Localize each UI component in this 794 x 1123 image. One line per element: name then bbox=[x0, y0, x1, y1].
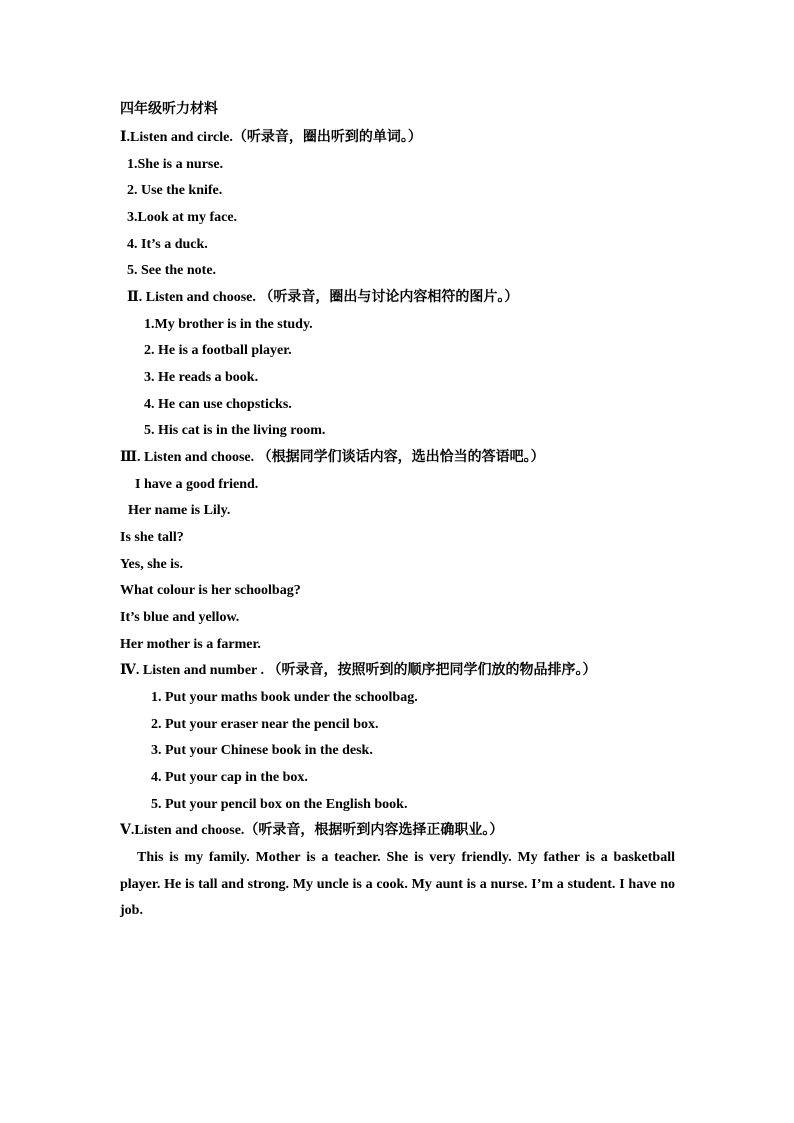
section-3-line: Her mother is a farmer. bbox=[120, 637, 261, 652]
section-2-item: 2. He is a football player. bbox=[144, 343, 292, 358]
section-1-item: 4. It’s a duck. bbox=[127, 237, 208, 252]
section-4-item: 1. Put your maths book under the schoolbag. bbox=[151, 690, 418, 705]
section-1-item: 1.She is a nurse. bbox=[127, 157, 224, 172]
section-3-line: Yes, she is. bbox=[120, 557, 184, 572]
section-4-item: 3. Put your Chinese book in the desk. bbox=[151, 743, 373, 758]
section-5-heading: Ⅴ.Listen and choose.（听录音，根据听到内容选择正确职业。） bbox=[120, 823, 504, 838]
section-3-line: It’s blue and yellow. bbox=[120, 610, 240, 625]
section-4-item: 4. Put your cap in the box. bbox=[151, 770, 308, 785]
section-4-item: 2. Put your eraser near the pencil box. bbox=[151, 717, 379, 732]
section-4-heading: Ⅳ. Listen and number . （听录音，按照听到的顺序把同学们放的物品排序。） bbox=[120, 663, 597, 678]
section-3-line: Is she tall? bbox=[120, 530, 184, 545]
section-2-item: 5. His cat is in the living room. bbox=[144, 423, 326, 438]
section-1-item: 5. See the note. bbox=[127, 263, 217, 278]
document-title: 四年级听力材料 bbox=[120, 102, 218, 117]
section-4-item: 5. Put your pencil box on the English book. bbox=[151, 797, 408, 812]
section-5-paragraph: This is my family. Mother is a teacher. She is very friendly. My father is a basketball player. He is tall and strong. My uncle is a cook. My aunt is a nurse. I’m a student. I have no job. bbox=[120, 850, 675, 919]
section-3-line: I have a good friend. bbox=[135, 477, 259, 492]
section-3-line: What colour is her schoolbag? bbox=[120, 583, 301, 598]
section-1-heading: Ⅰ.Listen and circle.（听录音，圈出听到的单词。） bbox=[120, 130, 422, 145]
section-2-item: 4. He can use chopsticks. bbox=[144, 397, 292, 412]
section-2-item: 1.My brother is in the study. bbox=[144, 317, 313, 332]
section-3-heading: Ⅲ. Listen and choose. （根据同学们谈话内容，选出恰当的答语吧。） bbox=[120, 450, 545, 465]
section-1-item: 3.Look at my face. bbox=[127, 210, 238, 225]
section-2-item: 3. He reads a book. bbox=[144, 370, 259, 385]
section-1-item: 2. Use the knife. bbox=[127, 183, 223, 198]
section-3-line: Her name is Lily. bbox=[128, 503, 231, 518]
section-2-heading: Ⅱ. Listen and choose. （听录音，圈出与讨论内容相符的图片。） bbox=[127, 290, 519, 305]
